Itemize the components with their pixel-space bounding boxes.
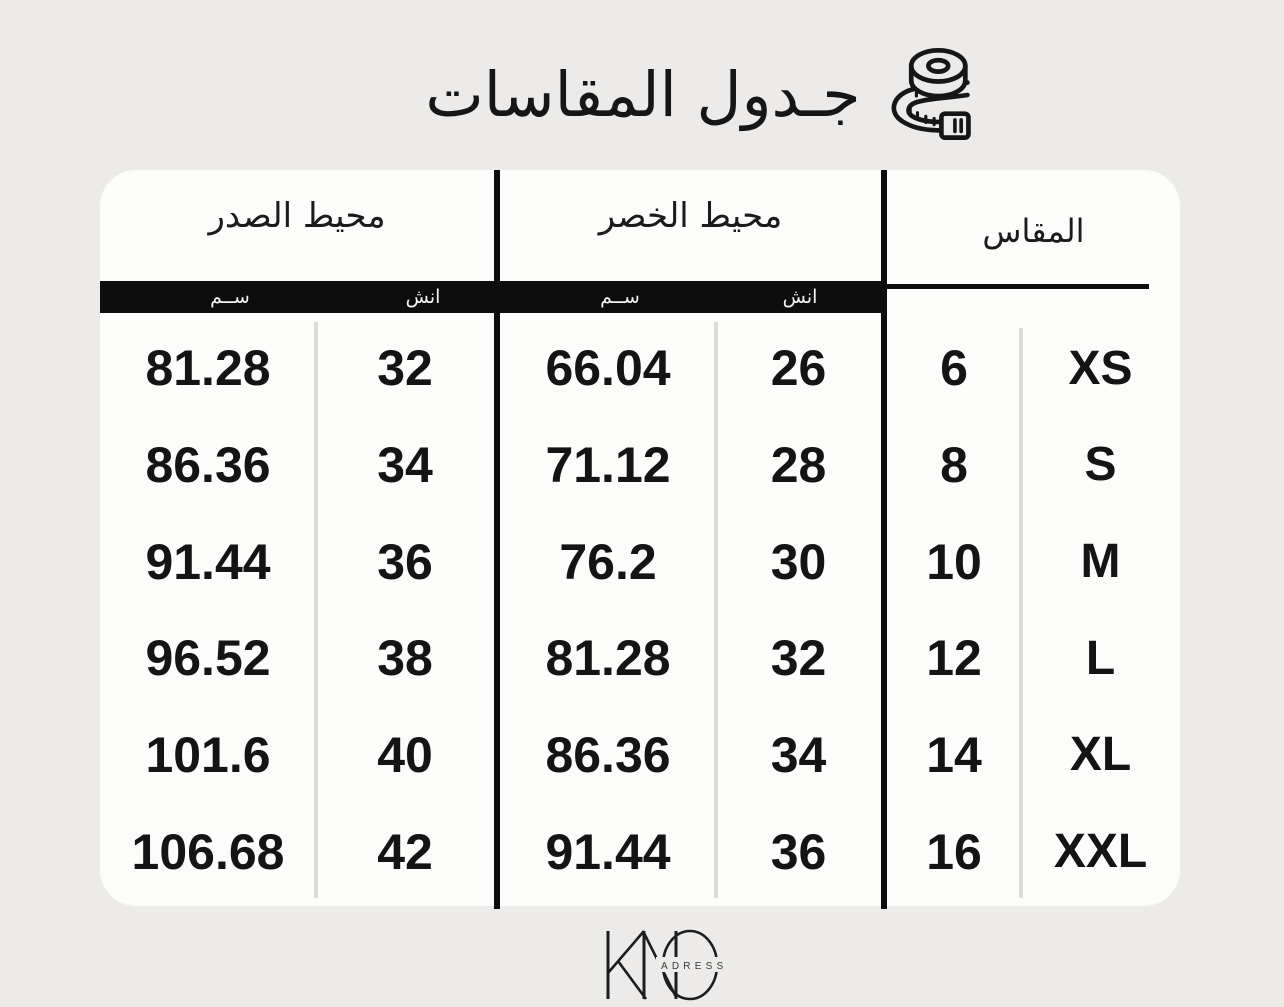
table-row: [100, 707, 494, 804]
chest-cm-value: 86.36: [145, 436, 271, 493]
table-row: [100, 417, 494, 514]
size-chart-card: [100, 170, 1180, 906]
page-title: جـدول المقاسات: [425, 58, 861, 131]
brand-subtext: ADRESS: [661, 960, 728, 972]
waist-data-column: [500, 320, 881, 900]
waist-inch-value: 30: [770, 533, 827, 590]
waist-cm-value: 66.04: [545, 340, 671, 397]
waist-inch-value: 34: [770, 726, 827, 783]
chest-cm-value: 106.68: [131, 823, 285, 880]
size-column-header: المقاس: [982, 212, 1085, 250]
table-row: [100, 320, 494, 417]
table-row: [887, 417, 1180, 514]
waist-inch-value: 26: [770, 340, 827, 397]
table-row: [887, 707, 1180, 804]
table-row: [500, 417, 881, 514]
waist-cm-value: 86.36: [545, 726, 671, 783]
waist-inch-value: 32: [770, 630, 827, 687]
measuring-tape-icon: [879, 43, 983, 147]
size-number-value: 6: [940, 340, 968, 397]
size-letter-value: XXL: [1053, 825, 1148, 879]
size-letter-value: XS: [1068, 341, 1133, 395]
chest-inch-value: 36: [377, 533, 433, 590]
chest-cm-value: 96.52: [145, 630, 271, 687]
chest-cm-unit-label: ســم: [210, 286, 250, 308]
table-row: [500, 320, 881, 417]
chest-inch-value: 42: [377, 823, 433, 880]
waist-cm-value: 91.44: [545, 823, 671, 880]
table-row: [100, 610, 494, 707]
chest-inch-value: 38: [377, 630, 433, 687]
size-number-value: 14: [926, 726, 982, 783]
chest-inch-value: 34: [377, 436, 433, 493]
chest-cm-value: 81.28: [145, 340, 271, 397]
table-row: [100, 803, 494, 900]
waist-inch-value: 28: [770, 436, 827, 493]
table-row: [500, 610, 881, 707]
table-row: [887, 513, 1180, 610]
size-number-value: 10: [926, 533, 982, 590]
waist-column-header: محيط الخصر: [598, 196, 783, 236]
chest-column-header: محيط الصدر: [208, 196, 386, 236]
size-number-value: 16: [926, 823, 982, 880]
size-letter-value: M: [1080, 535, 1121, 589]
size-data-column: [887, 320, 1180, 900]
waist-cm-unit-label: ســم: [600, 286, 640, 308]
table-row: [100, 513, 494, 610]
table-row: [500, 513, 881, 610]
table-row: [887, 803, 1180, 900]
waist-cm-value: 76.2: [559, 533, 657, 590]
chest-data-column: [100, 320, 494, 900]
size-letter-value: L: [1085, 631, 1116, 685]
table-row: [500, 707, 881, 804]
footer: [14, 922, 1284, 1007]
size-number-value: 12: [926, 630, 982, 687]
chest-inch-unit-label: انش: [405, 286, 441, 308]
chest-cm-value: 91.44: [145, 533, 271, 590]
size-number-value: 8: [940, 436, 968, 493]
table-row: [887, 610, 1180, 707]
size-letter-value: S: [1084, 438, 1117, 492]
waist-cm-value: 71.12: [545, 436, 671, 493]
chest-cm-value: 101.6: [145, 726, 271, 783]
chest-inch-value: 40: [377, 726, 433, 783]
size-header-underline: [887, 284, 1149, 289]
waist-cm-value: 81.28: [545, 630, 671, 687]
waist-inch-unit-label: انش: [782, 286, 818, 308]
table-row: [500, 803, 881, 900]
title-row: [62, 40, 1284, 150]
chest-inch-value: 32: [377, 340, 433, 397]
waist-inch-value: 36: [770, 823, 827, 880]
brand-logo: [566, 923, 746, 1007]
table-row: [887, 320, 1180, 417]
size-letter-value: XL: [1069, 728, 1132, 782]
